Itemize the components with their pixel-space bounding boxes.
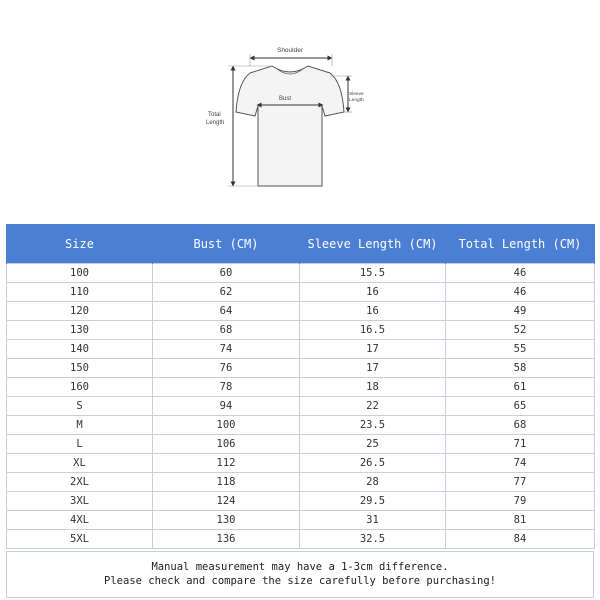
bust-cell: 106 [153, 435, 300, 454]
sleeve-length-cell: 17 [300, 340, 446, 359]
size-cell: 110 [7, 283, 153, 302]
total-length-label-2: Length [206, 120, 225, 126]
size-cell: 3XL [7, 492, 153, 511]
header-sleeve-length: Sleeve Length (CM) [300, 224, 446, 264]
total-length-cell: 77 [446, 473, 595, 492]
sleeve-length-cell: 18 [300, 378, 446, 397]
sleeve-length-cell: 28 [300, 473, 446, 492]
table-row [7, 302, 595, 321]
sleeve-length-cell: 17 [300, 359, 446, 378]
size-cell: 140 [7, 340, 153, 359]
size-cell: 130 [7, 321, 153, 340]
size-cell: M [7, 416, 153, 435]
sleeve-length-cell: 16 [300, 283, 446, 302]
table-row [7, 454, 595, 473]
table-row [7, 492, 595, 511]
size-cell: 5XL [7, 530, 153, 549]
total-length-cell: 52 [446, 321, 595, 340]
size-cell: S [7, 397, 153, 416]
total-length-cell: 84 [446, 530, 595, 549]
size-cell: 2XL [7, 473, 153, 492]
total-length-cell: 61 [446, 378, 595, 397]
size-cell: 150 [7, 359, 153, 378]
size-cell: 120 [7, 302, 153, 321]
sleeve-length-label-1: Sleeve [349, 92, 364, 97]
tshirt-measurement-diagram [0, 0, 600, 210]
note-line-2: Please check and compare the size carefully before purchasing! [104, 575, 496, 587]
sleeve-length-cell: 29.5 [300, 492, 446, 511]
sleeve-length-cell: 31 [300, 511, 446, 530]
size-cell: 100 [7, 264, 153, 283]
header-size: Size [7, 224, 153, 264]
sleeve-length-cell: 15.5 [300, 264, 446, 283]
table-row [7, 511, 595, 530]
size-cell: XL [7, 454, 153, 473]
bust-cell: 100 [153, 416, 300, 435]
size-chart-table [6, 224, 595, 549]
bust-cell: 130 [153, 511, 300, 530]
table-row [7, 359, 595, 378]
table-row [7, 283, 595, 302]
total-length-cell: 79 [446, 492, 595, 511]
bust-cell: 68 [153, 321, 300, 340]
table-row [7, 264, 595, 283]
table-row [7, 416, 595, 435]
sleeve-length-cell: 22 [300, 397, 446, 416]
bust-cell: 64 [153, 302, 300, 321]
note-line-1: Manual measurement may have a 1-3cm difference. [151, 561, 449, 573]
size-cell: L [7, 435, 153, 454]
table-row [7, 397, 595, 416]
bust-label: Bust [278, 96, 292, 102]
total-length-cell: 65 [446, 397, 595, 416]
table-row [7, 473, 595, 492]
note-box [6, 551, 594, 598]
table-row [7, 435, 595, 454]
total-length-cell: 71 [446, 435, 595, 454]
sleeve-length-cell: 16.5 [300, 321, 446, 340]
total-length-cell: 55 [446, 340, 595, 359]
bust-cell: 94 [153, 397, 300, 416]
bust-cell: 62 [153, 283, 300, 302]
bust-cell: 78 [153, 378, 300, 397]
table-row [7, 530, 595, 549]
sleeve-length-label-2: Length [349, 98, 364, 103]
size-cell: 160 [7, 378, 153, 397]
bust-cell: 136 [153, 530, 300, 549]
bust-cell: 112 [153, 454, 300, 473]
total-length-cell: 68 [446, 416, 595, 435]
bust-cell: 60 [153, 264, 300, 283]
header-bust: Bust (CM) [153, 224, 300, 264]
shoulder-label: Shoulder [276, 47, 304, 54]
sleeve-length-cell: 26.5 [300, 454, 446, 473]
sleeve-length-cell: 32.5 [300, 530, 446, 549]
bust-cell: 124 [153, 492, 300, 511]
total-length-cell: 81 [446, 511, 595, 530]
size-cell: 4XL [7, 511, 153, 530]
bust-cell: 118 [153, 473, 300, 492]
table-row [7, 321, 595, 340]
total-length-cell: 49 [446, 302, 595, 321]
table-row [7, 340, 595, 359]
total-length-cell: 58 [446, 359, 595, 378]
total-length-cell: 46 [446, 283, 595, 302]
tshirt-outline [236, 66, 344, 186]
sleeve-length-cell: 25 [300, 435, 446, 454]
header-row [7, 224, 595, 264]
total-length-cell: 74 [446, 454, 595, 473]
bust-cell: 76 [153, 359, 300, 378]
sleeve-length-cell: 16 [300, 302, 446, 321]
total-length-label-1: Total [208, 112, 221, 118]
sleeve-length-cell: 23.5 [300, 416, 446, 435]
total-length-cell: 46 [446, 264, 595, 283]
table-row [7, 378, 595, 397]
bust-cell: 74 [153, 340, 300, 359]
header-total-length: Total Length (CM) [446, 224, 595, 264]
